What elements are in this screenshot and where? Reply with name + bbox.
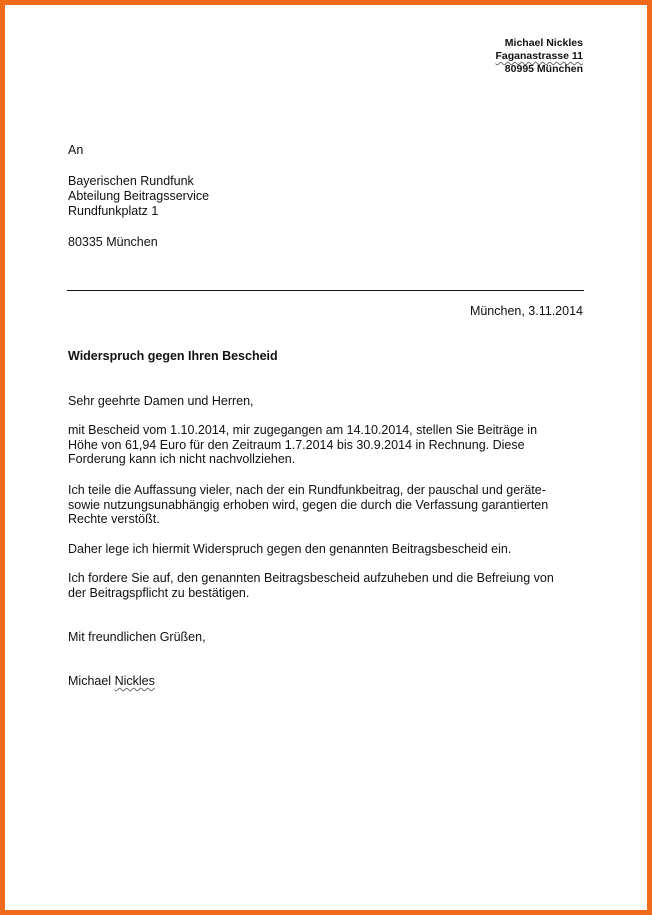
signature-name [68, 674, 588, 689]
body-line: Höhe von 61,94 Euro für den Zeitraum 1.7.2014 bis 30.9.2014 in Rechnung. Diese [68, 437, 525, 452]
sender-street: Faganastrasse 11 [495, 50, 583, 62]
signature-first-name: Michael [68, 674, 112, 688]
body-paragraph-3 [68, 542, 588, 557]
recipient-address [68, 174, 209, 219]
salutation [68, 394, 588, 409]
body-line: Ich teile die Auffassung vieler, nach der ein Rundfunkbeitrag, der pauschal und geräte- [68, 483, 546, 497]
recipient-prefix-block [68, 143, 83, 158]
recipient-line: Rundfunkplatz 1 [68, 204, 159, 218]
recipient-line: Bayerischen Rundfunk [68, 174, 194, 188]
body-paragraph-4 [68, 571, 588, 600]
closing [68, 630, 588, 645]
letter-date: München, 3.11.2014 [469, 304, 583, 318]
letter-subject: Widerspruch gegen Ihren Bescheid [68, 349, 278, 363]
sender-address [495, 37, 583, 76]
body-paragraph-2 [68, 483, 588, 527]
recipient-prefix: An [68, 143, 84, 157]
recipient-line: Abteilung Beitragsservice [68, 189, 210, 203]
signature [68, 674, 588, 689]
sender-city: 80995 München [504, 63, 583, 75]
recipient-city: 80335 München [68, 235, 158, 249]
body-line: Ich fordere Sie auf, den genannten Beitragsbescheid aufzuheben und die Befreiung von [68, 571, 554, 585]
body-line: Rechte verstößt. [68, 512, 160, 527]
body-line: der Beitragspflicht zu bestätigen. [68, 585, 250, 600]
body-line: Forderung kann ich nicht nachvollziehen. [68, 452, 296, 467]
body-line: mit Bescheid vom 1.10.2014, mir zugegangen am 14.10.2014, stellen Sie Beiträge in [68, 423, 538, 437]
letter-page [5, 5, 647, 910]
recipient-city-block [68, 235, 158, 250]
body-line: sowie nutzungsunabhängig erhoben wird, gegen die durch die Verfassung garantierten [68, 497, 549, 512]
salutation-text: Sehr geehrte Damen und Herren, [68, 394, 254, 408]
signature-last-name: Nickles [114, 674, 155, 688]
body-paragraph-1 [68, 423, 588, 467]
sender-name: Michael Nickles [504, 37, 583, 49]
separator-line [67, 290, 584, 291]
closing-text: Mit freundlichen Grüßen, [68, 630, 206, 644]
body-line: Daher lege ich hiermit Widerspruch gegen den genannten Beitragsbescheid ein. [68, 542, 512, 556]
